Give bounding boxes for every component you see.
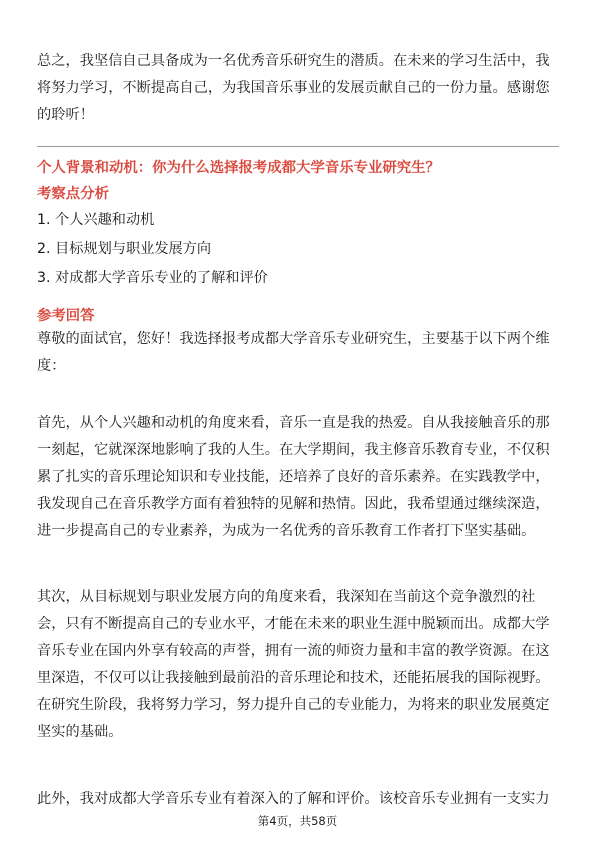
answer-paragraph-2: 其次，从目标规划与职业发展方向的角度来看，我深知在当前这个竞争激烈的社会，只有不断提高自己的专业水平，才能在未来的职业生涯中脱颖而出。成都大学音乐专业在国内外享有较高的声誉，拥有一流的师资力量和丰富的教学资源。在这里深造，不仅可以让我接触到最前沿的音乐理论和技术，还能拓展我的国际视野。在研究生阶段，我将努力学习，努力提升自己的专业能力，为将来的职业发展奠定坚实的基础。 (37, 589, 550, 740)
answer-intro: 尊敬的面试官，您好！我选择报考成都大学音乐专业研究生，主要基于以下两个维度： (37, 331, 550, 374)
closing-paragraph: 总之，我坚信自己具备成为一名优秀音乐研究生的潜质。在未来的学习生活中，我将努力学习，不断提高自己，为我国音乐事业的发展贡献自己的一份力量。感谢您的聆听！ (37, 53, 550, 123)
page-footer: 第4页，共58页 (257, 814, 338, 828)
analysis-point-2: 2. 目标规划与职业发展方向 (37, 241, 212, 257)
analysis-point-3: 3. 对成都大学音乐专业的了解和评价 (37, 270, 268, 286)
analysis-point-1: 1. 个人兴趣和动机 (37, 212, 155, 228)
analysis-heading: 考察点分析 (37, 186, 109, 202)
section-divider (37, 146, 559, 147)
answer-paragraph-1: 首先，从个人兴趣和动机的角度来看，音乐一直是我的热爱。自从我接触音乐的那一刻起，它就深深地影响了我的人生。在大学期间，我主修音乐教育专业，不仅积累了扎实的音乐理论知识和专业技能，还培养了良好的音乐素养。在实践教学中，我发现自己在音乐教学方面有着独特的见解和热情。因此，我希望通过继续深造，进一步提高自己的专业素养，为成为一名优秀的音乐教育工作者打下坚实基础。 (37, 415, 550, 539)
answer-heading: 参考回答 (37, 308, 95, 324)
answer-paragraph-3: 此外，我对成都大学音乐专业有着深入的了解和评价。该校音乐专业拥有一支实力 (37, 791, 550, 807)
question-heading: 个人背景和动机：你为什么选择报考成都大学音乐专业研究生？ (37, 160, 440, 176)
